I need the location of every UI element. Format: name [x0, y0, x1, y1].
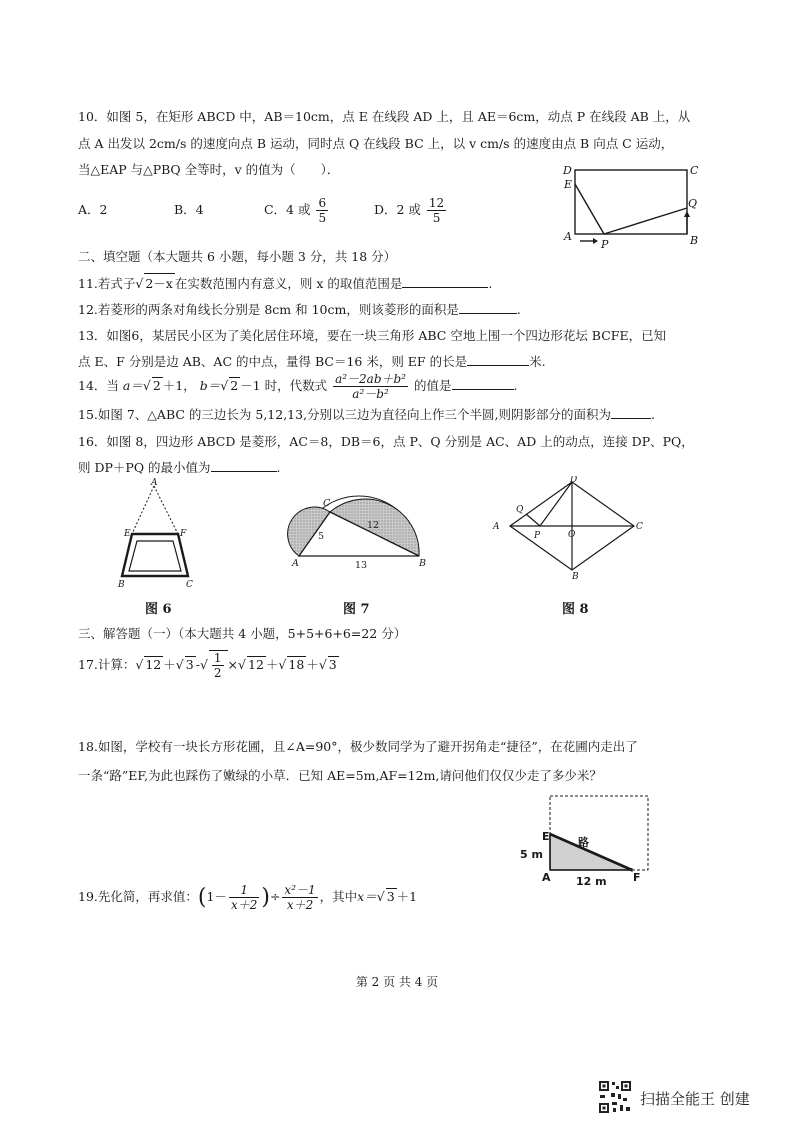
figure-7-caption: 图 7 [343, 602, 370, 617]
fig6-label-a: A [151, 478, 158, 488]
q19-fraction-2: $\frac{\text{x²－1}}{x+2}$ [284, 883, 316, 912]
fig8-label-a: A [493, 522, 500, 532]
figure-8-rhombus [488, 476, 648, 582]
fig6-label-f: F [180, 529, 187, 539]
section-2-title: 二、填空题（本大题共 6 小题，每小题 3 分，共 18 分） [78, 249, 397, 264]
q17: 17.计算：√ 12 ＋√ 3 - √ $\frac{1}{2}$ ×√ 12 ＋√ 18 ＋√ 3 [78, 650, 339, 680]
fig8-label-q: Q [516, 505, 524, 515]
fig18-length-af: 12 m [576, 875, 607, 888]
fig5-label-b: B [690, 234, 699, 247]
figure-8-caption: 图 8 [562, 602, 589, 617]
fig5-label-a: A [564, 230, 572, 243]
q18-line2: 一条“路”EF,为此也踩伤了嫩绿的小草．已知 AE=5m,AF=12m,请问他们仅仅少走了多少米？ [78, 768, 602, 783]
fig8-label-d: D [570, 476, 578, 485]
q10-option-a: A．2 [78, 202, 108, 217]
q16-answer-blank[interactable] [211, 459, 277, 472]
fig7-side-13: 13 [355, 560, 368, 570]
q11-answer-blank[interactable] [402, 275, 488, 288]
q16-line2: 则 DP＋PQ 的最小值为 . [78, 460, 281, 475]
q15: 15.如图 7、△ABC 的三边长为 5,12,13,分别以三边为直径向上作三个半圆,则阴影部分的面积为 . [78, 407, 656, 422]
q14-expression: $\frac{\text{a²－2ab＋b²}}{\text{a²－b²}}$ [335, 372, 406, 401]
figure-6-triangle [110, 478, 202, 590]
q17-fraction: √ $\frac{1}{2}$ [213, 651, 222, 680]
fig18-length-ae: 5 m [520, 848, 543, 861]
section-3-title: 三、解答题（一）（本大题共 4 小题，5+5+6+6=22 分） [78, 626, 407, 641]
fig8-label-o: O [568, 530, 576, 540]
fig18-label-f: F [633, 871, 641, 884]
fig7-side-5: 5 [318, 531, 325, 542]
scanner-brand-watermark: 扫描全能王 创建 [640, 1090, 750, 1108]
q10-options [78, 196, 448, 225]
q10-line1: 10．如图 5，在矩形 ABCD 中，AB＝10cm，点 E 在线段 AD 上，且 AE＝6cm，动点 P 在线段 AB 上，从 [78, 109, 691, 124]
fig18-label-e: E [542, 830, 550, 843]
figure-7-semicircles [285, 478, 435, 570]
fig6-label-c: C [186, 580, 193, 590]
fig5-label-q: Q [688, 197, 698, 210]
q10-line3: 当△EAP 与△PBQ 全等时，v 的值为（ ）． [78, 162, 340, 177]
fig8-label-b: B [572, 572, 579, 582]
fig5-label-d: D [563, 164, 572, 177]
q13-line2: 点 E、F 分别是边 AB、AC 的中点，量得 BC＝16 米，则 EF 的长是 米. [78, 354, 546, 369]
q12: 12.若菱形的两条对角线长分别是 8cm 和 10cm，则该菱形的面积是 . [78, 302, 521, 317]
q10-option-d-fraction: $\frac{12}{5}$ [428, 196, 445, 225]
fig6-label-e: E [124, 529, 131, 539]
q12-answer-blank[interactable] [459, 301, 517, 314]
fig7-side-12: 12 [367, 520, 380, 531]
figure-18-garden [512, 790, 662, 890]
q14-answer-blank[interactable] [452, 377, 514, 390]
fig7-label-b: B [419, 558, 426, 569]
q15-answer-blank[interactable] [611, 406, 651, 419]
q19-fraction-1: $\frac{1}{x+2}$ [230, 883, 258, 912]
q18-line1: 18.如图，学校有一块长方形花圃，且∠A=90°，极少数同学为了避开拐角走“捷径”，在花圃内走出了 [78, 739, 638, 754]
q11: 11.若式子√ 2－x 在实数范围内有意义，则 x 的取值范围是 . [78, 273, 492, 292]
fig5-label-p: P [601, 238, 609, 251]
fig18-label-a: A [542, 871, 551, 884]
q10-option-d: D．2 或 $\frac{12}{5}$ [373, 196, 445, 225]
q13-answer-blank[interactable] [467, 353, 529, 366]
fig8-label-c: C [636, 522, 643, 532]
fig7-label-c: C [323, 498, 331, 509]
fig6-label-b: B [118, 580, 125, 590]
q10-option-c-fraction: $\frac{6}{5}$ [318, 196, 327, 225]
q13-line1: 13．如图6，某居民小区为了美化居住环境，要在一块三角形 ABC 空地上围一个四边形花坛 BCFE，已知 [78, 328, 667, 343]
figure-6-caption: 图 6 [145, 602, 172, 617]
q11-sqrt: √ 2－x [135, 276, 174, 291]
fig8-label-p: P [534, 531, 541, 541]
qr-code-icon [598, 1080, 632, 1114]
q10-line2: 点 A 出发以 2cm/s 的速度向点 B 运动，同时点 Q 在线段 BC 上，以 v cm/s 的速度由点 B 向点 C 运动， [78, 136, 674, 151]
q10-option-b: B．4 [173, 202, 204, 217]
fig7-label-a: A [292, 558, 299, 569]
q19: 19.先化简，再求值：(1－ $\frac{1}{x+2}$ )÷ $\frac{\text{x²－1}}{x+2}$ ，其中x＝√ 3 ＋1 [78, 883, 417, 912]
q16-line1: 16．如图 8，四边形 ABCD 是菱形，AC＝8，DB＝6，点 P、Q 分别是 AC、AD 上的动点，连接 DP、PQ， [78, 434, 694, 449]
figure-5-rectangle [560, 160, 700, 252]
fig5-label-c: C [690, 164, 699, 177]
q10-option-c: C．4 或 $\frac{6}{5}$ [263, 196, 327, 225]
fig18-label-road: 路 [578, 836, 589, 849]
page-footer: 第 2 页 共 4 页 [355, 975, 439, 989]
q14: 14．当 a＝√ 2 ＋1， b＝√ 2 －1 时，代数式 $\frac{\text{a²－2ab＋b²}}{\text{a²－b²}}$ 的值是 . [78, 372, 517, 401]
fig5-label-e: E [564, 178, 573, 191]
